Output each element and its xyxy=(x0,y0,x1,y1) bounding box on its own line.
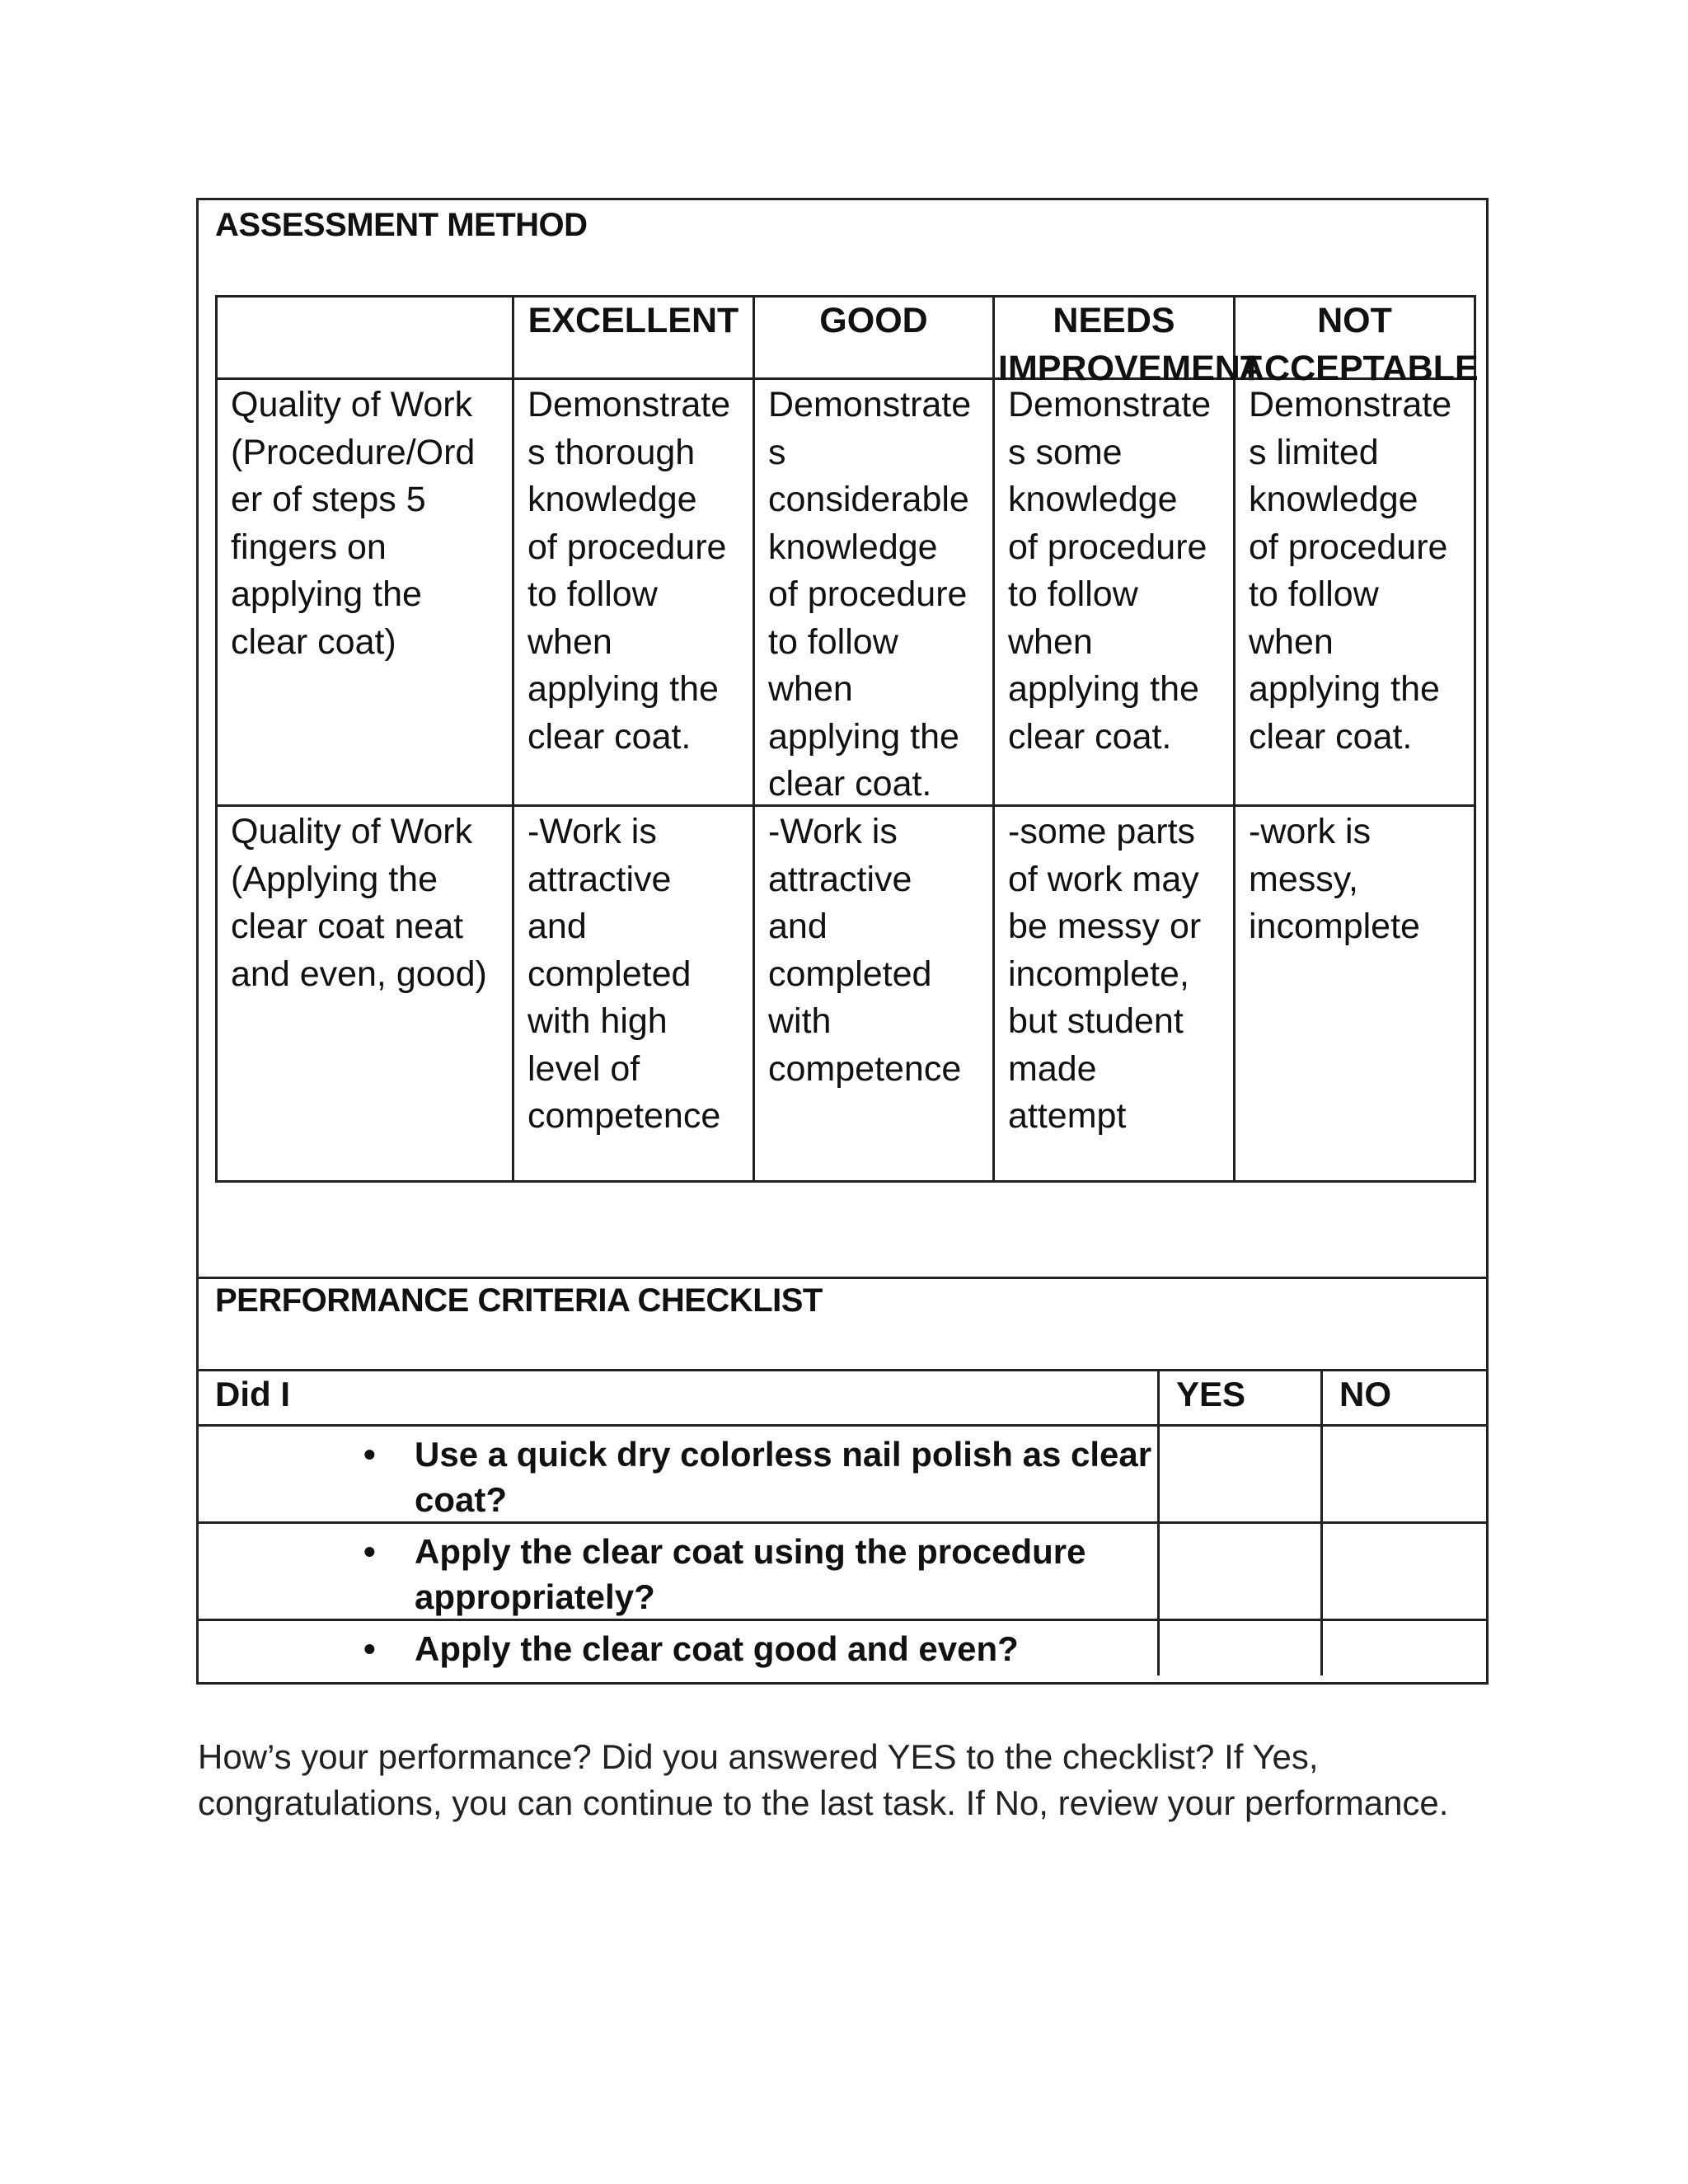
rubric-criterion-application: Quality of Work (Applying the clear coat neat and even, good) xyxy=(218,807,514,1180)
rubric-cell-good: Demonstrate s considerable knowledge of procedure to follow when applying the clear coat. xyxy=(755,380,995,807)
checklist-title: PERFORMANCE CRITERIA CHECKLIST xyxy=(199,1279,1486,1371)
checklist-question xyxy=(199,1427,1160,1521)
rubric-cell-excellent: Demonstrate s thorough knowledge of procedure to follow when applying the clear coat. xyxy=(514,380,755,807)
bullet-icon: • xyxy=(363,1532,376,1571)
checklist-question-text: Use a quick dry colorless nail polish as clear coat? xyxy=(415,1435,1152,1519)
checklist-question-text: Apply the clear coat using the procedure appropriately? xyxy=(415,1532,1086,1616)
rubric-cell-needs-improvement: -some parts of work may be messy or incomplete, but student made attempt xyxy=(995,807,1236,1180)
checklist-question xyxy=(199,1524,1160,1619)
checklist-yes-cell[interactable] xyxy=(1160,1524,1323,1619)
rubric-cell-not-acceptable: Demonstrate s limited knowledge of procedure to follow when applying the clear coat. xyxy=(1236,380,1474,807)
rubric-header-not-acceptable: NOT ACCEPTABLE xyxy=(1236,298,1474,380)
rubric-cell-not-acceptable: -work is messy, incomplete xyxy=(1249,812,1420,946)
rubric-header-blank xyxy=(218,298,514,380)
checklist-row xyxy=(199,1524,1486,1621)
checklist-no-cell[interactable] xyxy=(1323,1621,1486,1675)
assessment-frame xyxy=(196,198,1489,1685)
rubric-criterion-procedure: Quality of Work (Procedure/Ord er of steps 5 fingers on applying the clear coat) xyxy=(218,380,514,807)
checklist-row xyxy=(199,1427,1486,1524)
checklist-yes-cell[interactable] xyxy=(1160,1621,1323,1675)
checklist-col-question: Did I xyxy=(199,1371,1160,1424)
assessment-title: ASSESSMENT METHOD xyxy=(215,207,588,243)
rubric-header-excellent: EXCELLENT xyxy=(514,298,755,380)
rubric-cell-needs-improvement: Demonstrate s some knowledge of procedure to follow when applying the clear coat. xyxy=(995,380,1236,807)
bullet-icon: • xyxy=(363,1435,376,1474)
checklist-row xyxy=(199,1621,1486,1675)
checklist-section xyxy=(199,1277,1486,1675)
checklist-no-cell[interactable] xyxy=(1323,1524,1486,1619)
rubric-header-good: GOOD xyxy=(755,298,995,380)
checklist-col-no: NO xyxy=(1339,1375,1391,1413)
checklist-no-cell[interactable] xyxy=(1323,1427,1486,1521)
checklist-question-text: Apply the clear coat good and even? xyxy=(415,1629,1019,1668)
performance-note: How’s your performance? Did you answered YES to the checklist? If Yes, congratulations, you can continue to the last task. If No, review your performance. xyxy=(198,1737,1449,1822)
rubric-cell-excellent: -Work is attractive and completed with high level of competence xyxy=(514,807,755,1180)
checklist-col-yes: YES xyxy=(1160,1371,1323,1424)
checklist-question xyxy=(199,1621,1160,1675)
checklist-yes-cell[interactable] xyxy=(1160,1427,1323,1521)
bullet-icon: • xyxy=(363,1629,376,1668)
rubric-table xyxy=(215,295,1479,1183)
checklist-header-row xyxy=(199,1371,1486,1427)
rubric-cell-good: -Work is attractive and completed with competence xyxy=(755,807,995,1180)
rubric-header-needs-improvement: NEEDS IMPROVEMENT xyxy=(995,298,1236,380)
